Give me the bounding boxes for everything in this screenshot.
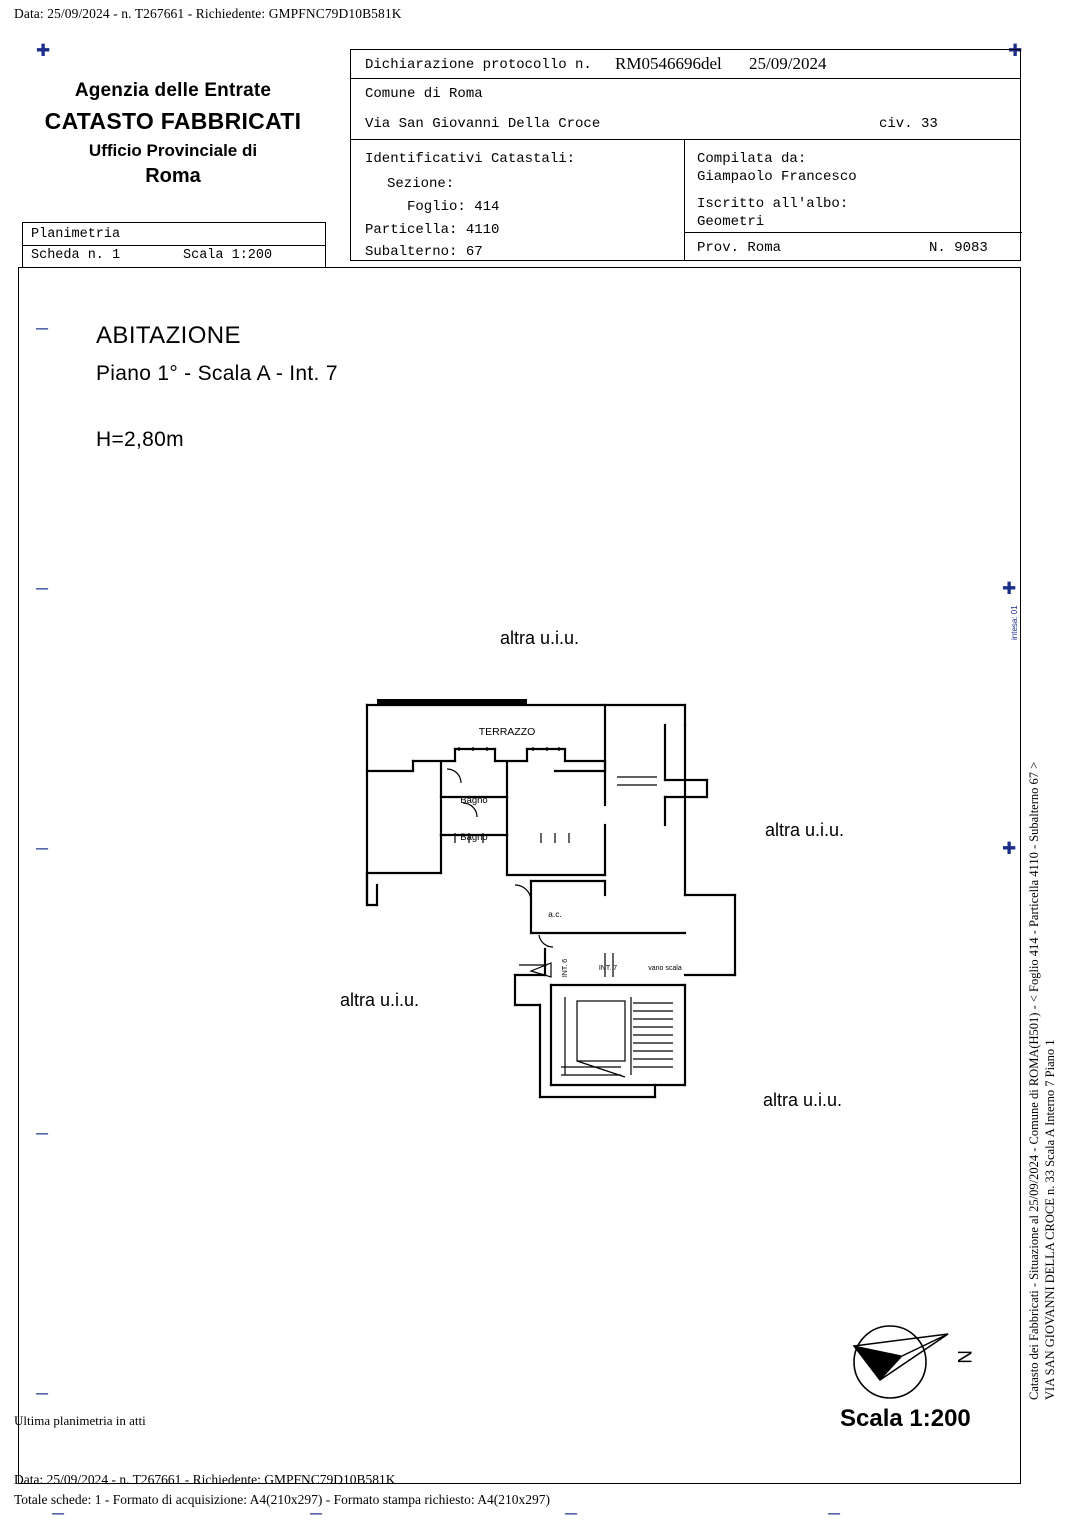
agency-name: Agenzia delle Entrate [74, 80, 272, 101]
ufficio-city: Roma [145, 165, 201, 187]
regmark-top-left: ✚ [36, 41, 51, 60]
floor-plan-drawing [355, 685, 755, 1130]
label-terrazzo: TERRAZZO [478, 726, 536, 738]
floor-stair-int: Piano 1° - Scala A - Int. 7 [96, 362, 338, 385]
neighbor-label-right: altra u.i.u. [765, 820, 845, 840]
regmark-mid-right-1: ✚ [1002, 579, 1017, 598]
label-vano-scala: vano scala [648, 965, 682, 972]
protocol-label: Dichiarazione protocollo n. [365, 57, 592, 73]
subalterno-value: Subalterno: 67 [365, 244, 483, 260]
albo-value: Geometri [697, 214, 765, 230]
vertical-catasto-caption [1027, 640, 1058, 1400]
address-line: Via San Giovanni Della Croce [365, 116, 601, 132]
compilata-label: Compilata da: [697, 151, 807, 167]
regmark-top-right: ✚ [1008, 41, 1023, 60]
particella-value: Particella: 4110 [365, 222, 500, 238]
property-type: ABITAZIONE [96, 322, 241, 349]
sezione-value: Sezione: [387, 176, 455, 192]
compass-rose [840, 1310, 980, 1415]
vertical-blue-marker: intesa: 01 [1010, 605, 1019, 640]
label-int7: INT. 7 [598, 965, 618, 972]
footer-request-line: Data: 25/09/2024 - n. T267661 - Richiedente: GMPFNC79D10B581K [14, 1472, 396, 1487]
neighbor-label-bottom: altra u.i.u. [763, 1090, 843, 1110]
regmark-bottom-right: ─ [828, 1504, 841, 1523]
scale-label: Scala 1:200 [840, 1405, 971, 1432]
albo-label: Iscritto all'albo: [697, 196, 849, 212]
regmark-bottom-left: ─ [52, 1504, 65, 1523]
footer-format-line: Totale schede: 1 - Formato di acquisizione: A4(210x297) - Formato stampa richiesto: A4(210x297) [14, 1492, 550, 1507]
foglio-value: Foglio: 414 [407, 199, 500, 215]
ultima-planimetria-note: Ultima planimetria in atti [14, 1413, 146, 1428]
regmark-mid-right-2: ✚ [1002, 839, 1017, 858]
neighbor-label-top: altra u.i.u. [500, 628, 580, 648]
provincia-value: Prov. Roma [697, 240, 782, 256]
agency-header [18, 52, 328, 212]
frame-hline-3 [684, 232, 1022, 233]
ceiling-height: H=2,80m [96, 428, 184, 451]
drawing-title-block [96, 322, 338, 452]
identificativi-title: Identificativi Catastali: [365, 151, 576, 167]
ufficio-label: Ufficio Provinciale di [88, 141, 258, 160]
frame-hline-1 [351, 78, 1020, 79]
civic-number: civ. 33 [879, 116, 938, 132]
protocol-frame [350, 49, 1021, 261]
protocol-date: 25/09/2024 [749, 54, 827, 73]
vertical-caption-line2: VIA SAN GIOVANNI DELLA CROCE n. 33 Scala A Interno 7 Piano 1 [1043, 1039, 1057, 1400]
scheda-scala: Scala 1:200 [183, 248, 273, 263]
header-meta-line: Data: 25/09/2024 - n. T267661 - Richiedente: GMPFNC79D10B581K [14, 6, 402, 21]
scheda-number: Scheda n. 1 [31, 248, 121, 263]
regmark-bottom-mid2: ─ [565, 1504, 578, 1523]
frame-vline [684, 139, 685, 260]
regmark-mid-left-1: ─ [36, 319, 49, 338]
label-ac: a.c. [548, 909, 562, 919]
compass-north-letter: N [953, 1350, 974, 1364]
label-bagno-2: Bagno [460, 832, 488, 843]
albo-number: N. 9083 [929, 240, 988, 256]
planimetria-divider [23, 245, 325, 246]
protocol-number: RM0546696del [615, 54, 722, 73]
regmark-bottom-mid: ─ [310, 1504, 323, 1523]
compilata-name: Giampaolo Francesco [697, 169, 857, 185]
regmark-mid-left-4: ─ [36, 1124, 49, 1143]
vertical-caption-line1: Catasto dei Fabbricati - Situazione al 25/09/2024 - Comune di ROMA(H501) - < Foglio 414 - Particella 4110 - Subalterno 67 > [1027, 761, 1041, 1400]
frame-hline-2 [351, 139, 1020, 140]
planimetria-title: Planimetria [31, 227, 121, 242]
regmark-mid-left-5: ─ [36, 1384, 49, 1403]
catasto-title: CATASTO FABBRICATI [44, 108, 302, 134]
neighbor-label-left: altra u.i.u. [340, 990, 420, 1010]
label-bagno-1: Bagno [460, 795, 488, 806]
comune-line: Comune di Roma [365, 86, 483, 102]
regmark-mid-left-2: ─ [36, 579, 49, 598]
planimetria-box [22, 222, 326, 268]
regmark-mid-left-3: ─ [36, 839, 49, 858]
label-int6: INT. 6 [562, 958, 569, 978]
